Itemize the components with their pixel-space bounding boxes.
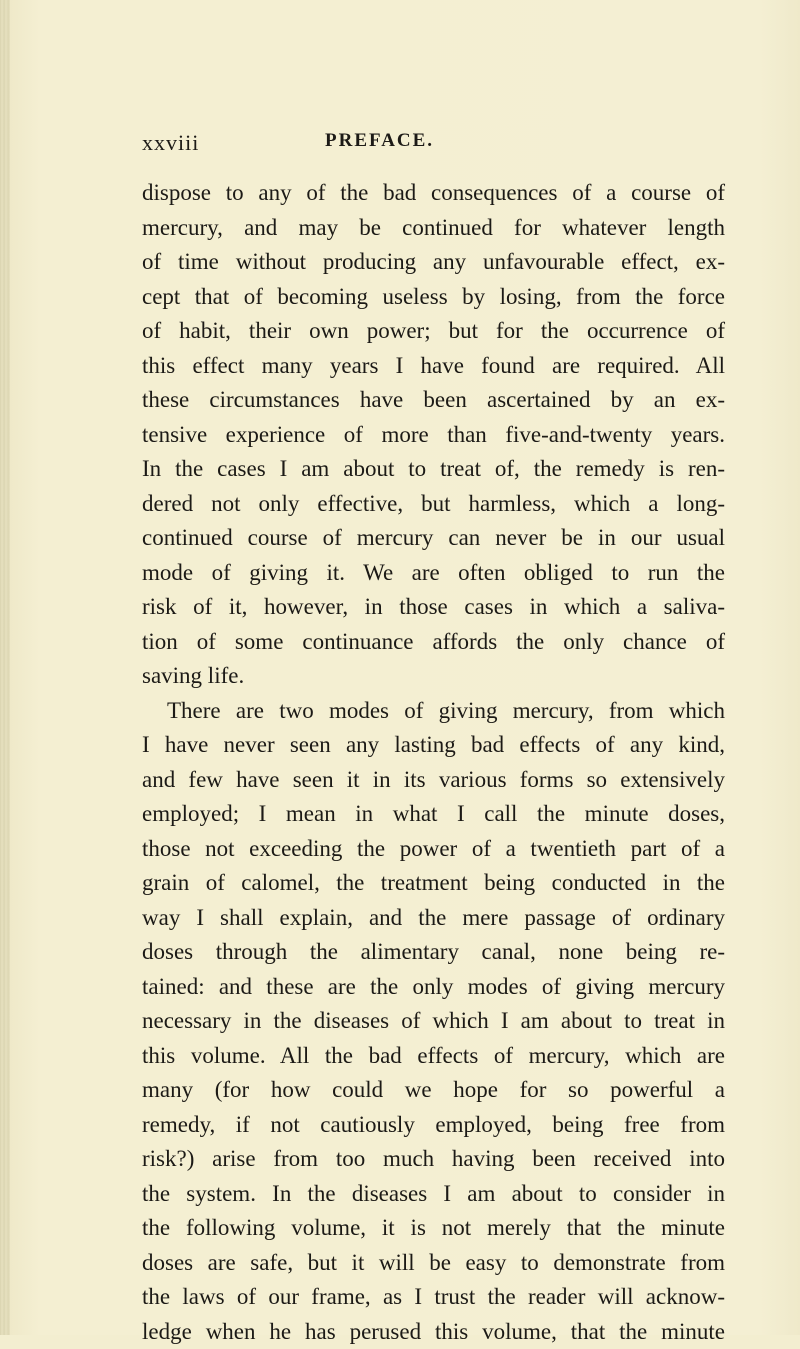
text-line: grain of calomel, the treatment being conducted in the [142,866,725,901]
body-text [142,176,725,1349]
text-line: doses through the alimentary canal, none being re- [142,935,725,970]
text-line: ledge when he has perused this volume, that the minute [142,1315,725,1349]
text-line: the system. In the diseases I am about to consider in [142,1177,725,1212]
text-line: mode of giving it. We are often obliged to run the [142,556,725,591]
text-line: risk of it, however, in those cases in which a saliva- [142,590,725,625]
text-line: risk?) arise from too much having been received into [142,1142,725,1177]
text-line: the laws of our frame, as I trust the reader will acknow- [142,1280,725,1315]
text-line: these circumstances have been ascertained by an ex- [142,383,725,418]
text-line: tained: and these are the only modes of giving mercury [142,970,725,1005]
text-line: dispose to any of the bad consequences of a course of [142,176,725,211]
text-line: mercury, and may be continued for whatever length [142,211,725,246]
text-line: many (for how could we hope for so powerful a [142,1073,725,1108]
text-line: employed; I mean in what I call the minute doses, [142,797,725,832]
page-gutter [0,0,10,1335]
text-line: and few have seen it in its various forms so extensively [142,763,725,798]
running-head: PREFACE. [325,130,434,152]
text-line: this effect many years I have found are required. All [142,349,725,384]
text-line: remedy, if not cautiously employed, being free from [142,1108,725,1143]
text-line: way I shall explain, and the mere passage of ordinary [142,901,725,936]
text-line: this volume. All the bad effects of mercury, which are [142,1039,725,1074]
text-line: cept that of becoming useless by losing, from the force [142,280,725,315]
text-line: dered not only effective, but harmless, which a long- [142,487,725,522]
text-line: saving life. [142,659,725,694]
text-line: of habit, their own power; but for the occurrence of [142,314,725,349]
page-number: xxviii [142,130,199,156]
text-line: There are two modes of giving mercury, from which [142,694,725,729]
text-line: necessary in the diseases of which I am about to treat in [142,1004,725,1039]
text-line: tensive experience of more than five-and-twenty years. [142,418,725,453]
text-line: those not exceeding the power of a twentieth part of a [142,832,725,867]
text-line: In the cases I am about to treat of, the remedy is ren- [142,452,725,487]
text-line: the following volume, it is not merely that the minute [142,1211,725,1246]
text-line: of time without producing any unfavourable effect, ex- [142,245,725,280]
text-line: I have never seen any lasting bad effects of any kind, [142,728,725,763]
text-line: continued course of mercury can never be in our usual [142,521,725,556]
text-line: tion of some continuance affords the only chance of [142,625,725,660]
page-header [0,130,800,160]
text-line: doses are safe, but it will be easy to demonstrate from [142,1246,725,1281]
